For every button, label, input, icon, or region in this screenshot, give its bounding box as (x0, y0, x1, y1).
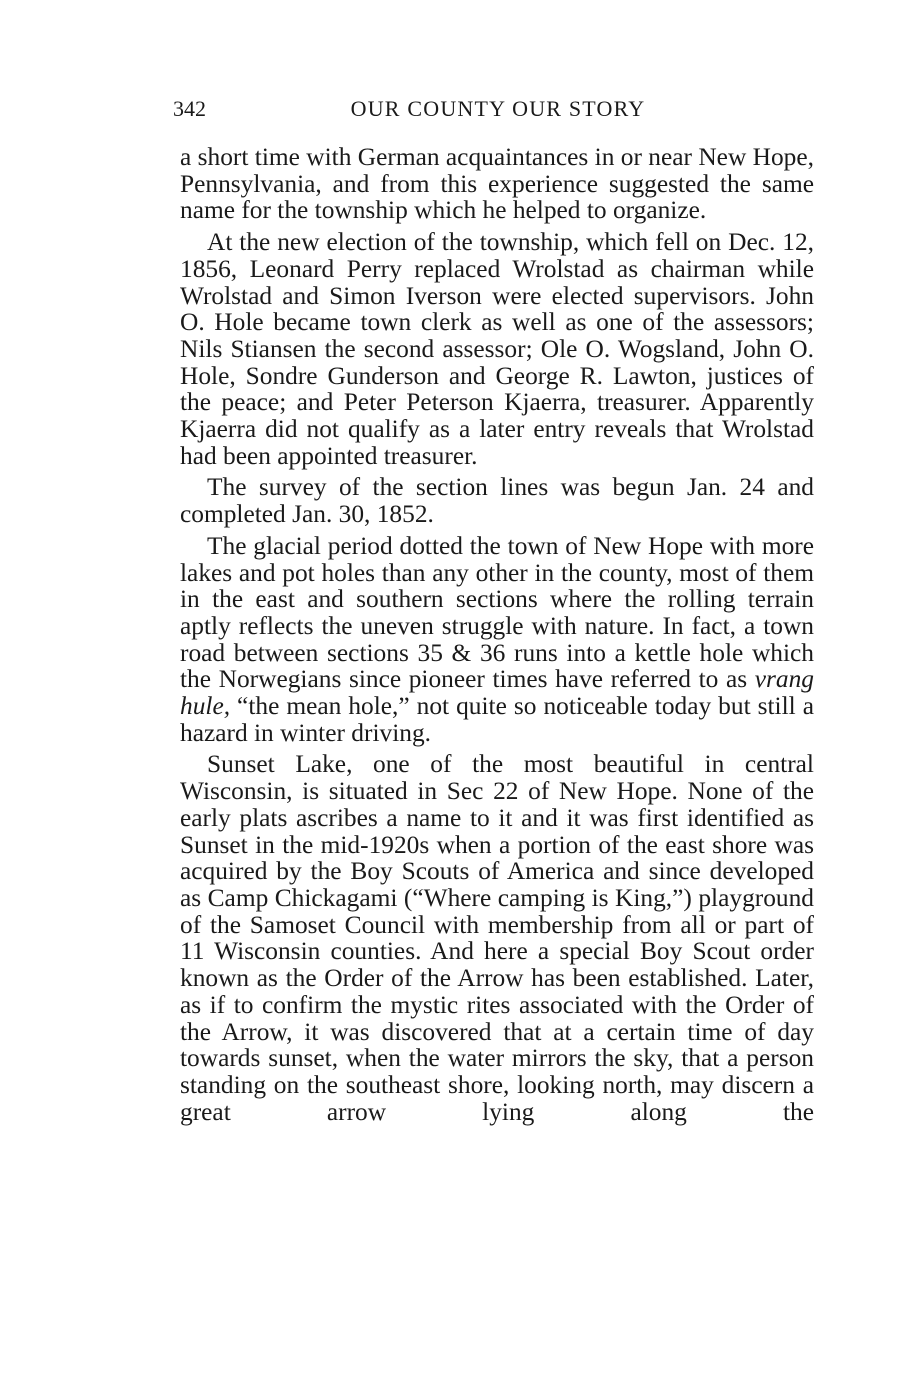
paragraph-township-election (180, 229, 814, 469)
paragraph-text: Sunset Lake, one of the most beautiful in central Wisconsin, is situated in Sec 22 of New Hope. None of the early plats ascribes a name to it and it was first identified as Sunset in the mid-1920s when a portion of the east shore was acquired by the Boy Scouts of America and since developed as Camp Chickagami (“Where camping is King,”) playground of the Samoset Council with membership from all or part of 11 Wisconsin counties. And here a special Boy Scout order known as the Order of the Arrow has been established. Later, as if to confirm the mystic rites associated with the Order of the Arrow, it was discovered that at a certain time of day towards sunset, when the water mirrors the sky, that a person standing on the southeast shore, looking north, may discern a great arrow lying along the (180, 750, 814, 1126)
paragraph-sunset-lake (180, 751, 814, 1125)
paragraph-text: The glacial period dotted the town of New Hope with more lakes and pot holes than any other in the county, most of them in the east and southern sections where the rolling terrain aptly reflects the uneven struggle with nature. In fact, a town road between sections 35 & 36 runs into a kettle hole which the Norwegians since pioneer times have referred to as (180, 531, 814, 694)
paragraph-italic-term: vrang hule, (180, 665, 814, 721)
page-number: 342 (173, 96, 206, 121)
running-head (173, 94, 813, 124)
paragraph-section-survey (180, 474, 814, 527)
paragraph-text: “the mean hole,” not quite so noticeable today but still a hazard in winter driving. (180, 692, 814, 747)
paragraph-glacial-period (180, 533, 814, 747)
paragraph-text: a short time with German acquaintances in or near New Hope, Pennsylvania, and from this experience suggested the same name for the township which he helped to organize. (180, 143, 814, 225)
running-title: OUR COUNTY OUR STORY (350, 96, 646, 121)
paragraph-text: At the new election of the township, which fell on Dec. 12, 1856, Leonard Perry replaced Wrolstad as chairman while Wrolstad and Simon Iverson were elected supervisors. John O. Hole became town clerk as well as one of the assessors; Nils Stiansen the second assessor; Ole O. Wogsland, John O. Hole, Sondre Gunderson and George R. Lawton, justices of the peace; and Peter Peterson Kjaerra, treasurer. Apparently Kjaerra did not qualify as a later entry reveals that Wrolstad had been appointed treasurer. (180, 228, 814, 470)
body-text (180, 144, 814, 1130)
paragraph-text: The survey of the section lines was begun Jan. 24 and completed Jan. 30, 1852. (180, 473, 814, 529)
paragraph-new-hope-name-origin (180, 144, 814, 224)
